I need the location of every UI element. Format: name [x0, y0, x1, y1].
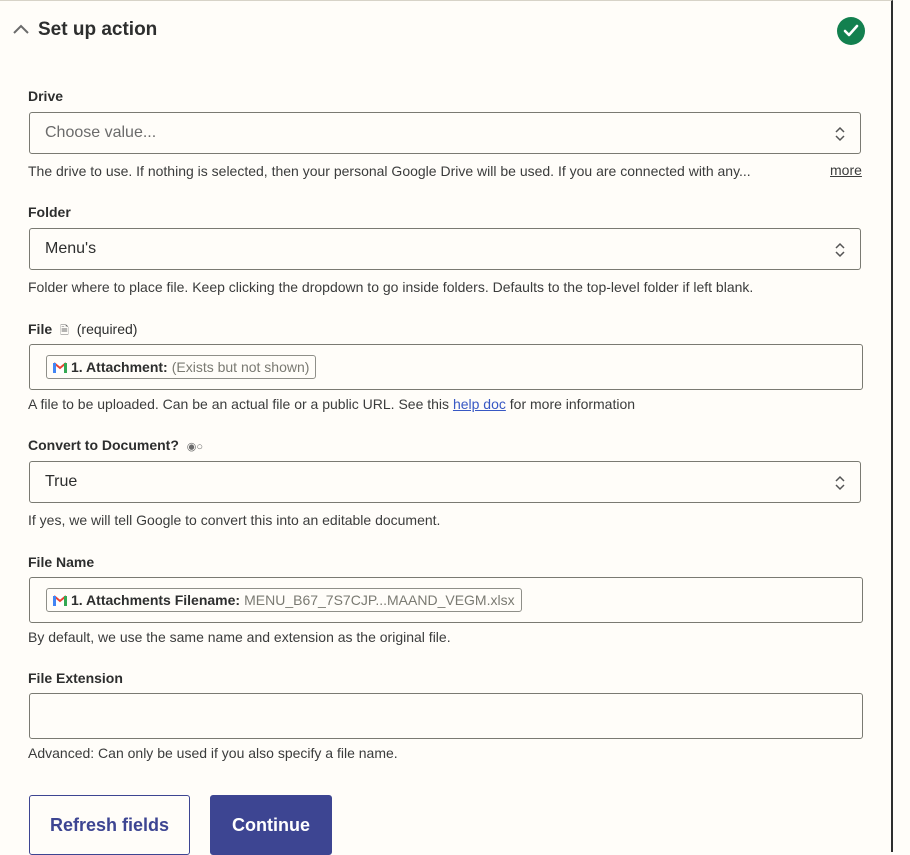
drive-select[interactable] [29, 112, 861, 154]
folder-value: Menu's [45, 240, 97, 257]
drive-help: The drive to use. If nothing is selected, then your personal Google Drive will be used. If you are connected with any... [28, 163, 751, 179]
pill-step: 1. Attachment: [71, 359, 168, 375]
file-name-mapped-pill[interactable] [46, 588, 522, 612]
more-link[interactable]: more [830, 162, 862, 178]
continue-button[interactable]: Continue [210, 795, 332, 855]
file-name-help: By default, we use the same name and extension as the original file. [28, 629, 451, 645]
convert-select[interactable] [29, 461, 861, 503]
pill-value: (Exists but not shown) [171, 359, 310, 375]
convert-help: If yes, we will tell Google to convert this into an editable document. [28, 512, 441, 528]
check-circle-icon [837, 17, 865, 45]
pill-value: MENU_B67_7S7CJP...MAAND_VEGM.xlsx [244, 592, 515, 608]
select-arrows-icon [834, 474, 846, 492]
document-icon: 🗎 [60, 325, 69, 337]
section-title: Set up action [38, 19, 158, 40]
right-gutter [893, 0, 910, 851]
file-extension-input[interactable] [29, 693, 863, 739]
section-header[interactable] [0, 1, 891, 61]
select-arrows-icon [834, 241, 846, 259]
file-help [28, 396, 635, 412]
file-extension-label: File Extension [28, 670, 123, 686]
chevron-up-icon[interactable] [12, 23, 30, 35]
folder-select[interactable] [29, 228, 861, 270]
file-label [28, 321, 137, 341]
convert-value: True [45, 473, 78, 490]
file-help-prefix: A file to be uploaded. Can be an actual file or a public URL. See this [28, 396, 453, 412]
radio-toggle-icon: ◉○ [186, 441, 204, 453]
convert-label-text: Convert to Document? [28, 437, 179, 453]
drive-placeholder: Choose value... [45, 124, 157, 141]
gmail-icon [53, 595, 67, 606]
pill-step: 1. Attachments Filename: [71, 592, 241, 608]
file-input[interactable] [29, 344, 863, 390]
convert-label [28, 437, 203, 453]
help-doc-link[interactable]: help doc [452, 396, 506, 412]
folder-label: Folder [28, 204, 71, 220]
drive-label: Drive [28, 88, 64, 104]
select-arrows-icon [834, 125, 846, 143]
file-label-text: File [28, 321, 53, 337]
file-name-input[interactable] [29, 577, 863, 623]
gmail-icon [53, 362, 67, 373]
required-marker: (required) [76, 321, 138, 337]
refresh-fields-button[interactable]: Refresh fields [29, 795, 190, 855]
folder-help: Folder where to place file. Keep clicking the dropdown to go inside folders. Defaults to the top-level folder if left blank. [28, 279, 754, 295]
file-help-suffix: for more information [505, 396, 636, 412]
file-mapped-pill[interactable] [46, 355, 316, 379]
file-extension-help: Advanced: Can only be used if you also specify a file name. [28, 745, 398, 761]
file-name-label: File Name [28, 554, 95, 570]
